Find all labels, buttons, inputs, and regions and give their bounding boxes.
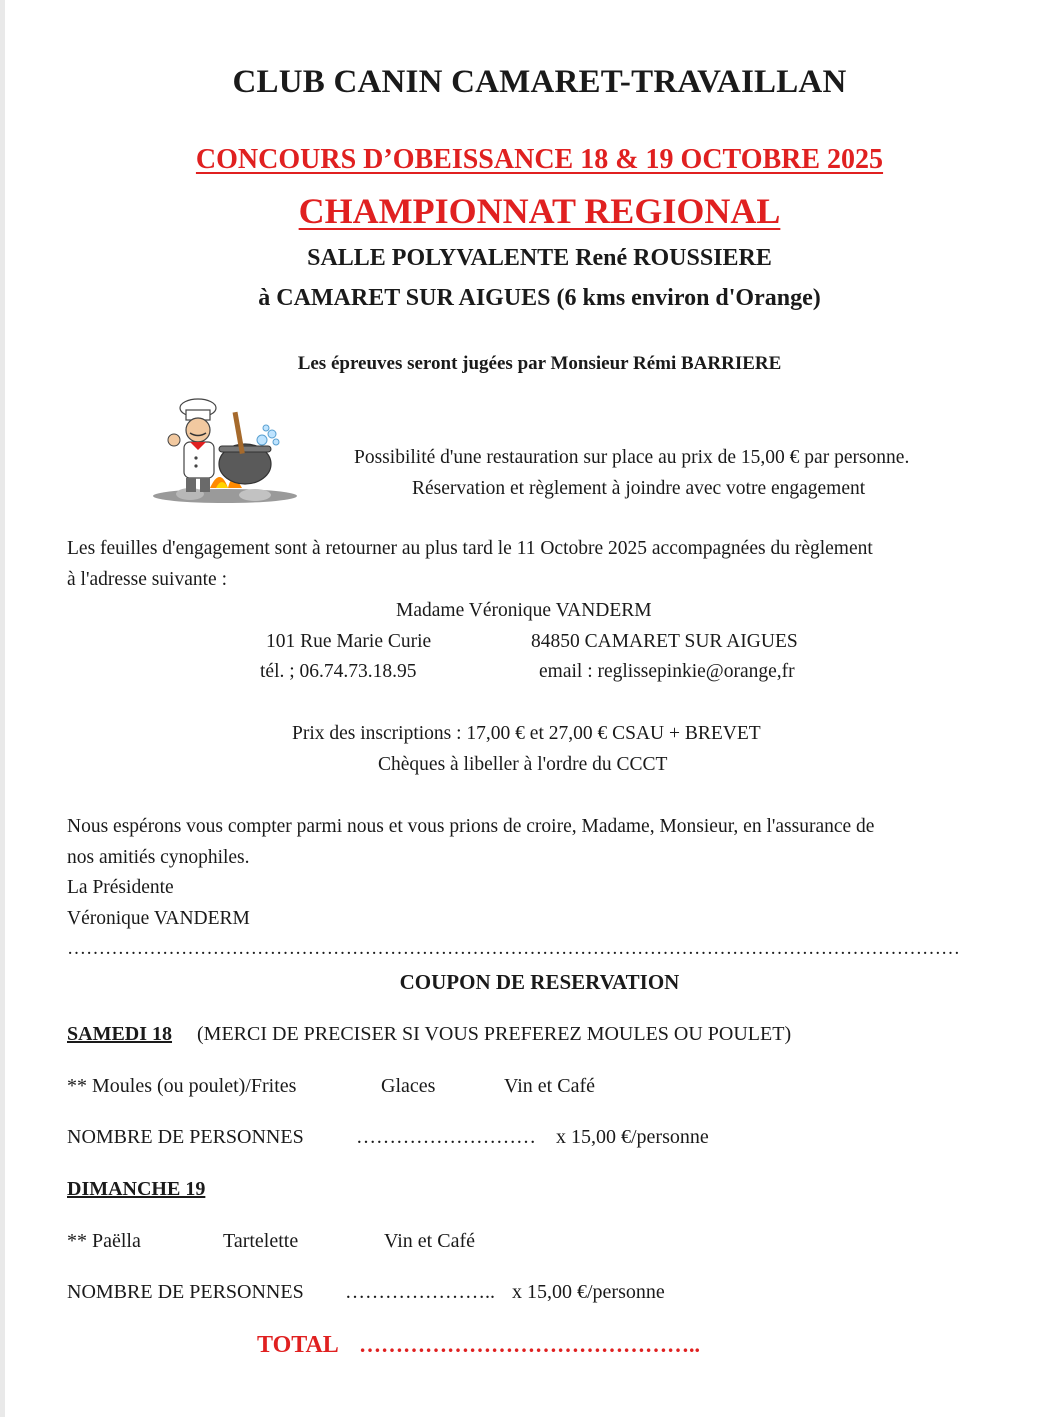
judge-line: Les épreuves seront jugées par Monsieur Rémi BARRIERE: [297, 353, 782, 374]
samedi-menu-dessert: Glaces: [381, 1075, 436, 1097]
club-title: CLUB CANIN CAMARET-TRAVAILLAN: [232, 64, 847, 100]
address-name: Madame Véronique VANDERM: [396, 600, 652, 621]
closing-signature: Véronique VANDERM: [67, 908, 250, 929]
coupon-title: COUPON DE RESERVATION: [399, 970, 680, 994]
inscriptions-price: Prix des inscriptions : 17,00 € et 27,00 € CSAU + BREVET: [292, 723, 761, 744]
samedi-menu-drinks: Vin et Café: [504, 1075, 595, 1097]
dimanche-price: x 15,00 €/personne: [512, 1281, 665, 1303]
dimanche-day: DIMANCHE 19: [67, 1178, 206, 1200]
total-field[interactable]: ………………………………………..: [359, 1332, 700, 1357]
address-email: email : reglissepinkie@orange,fr: [539, 661, 795, 682]
dimanche-menu-main: ** Paëlla: [67, 1230, 141, 1252]
closing-line-1: Nous espérons vous compter parmi nous et vous prions de croire, Madame, Monsieur, en l'assurance de: [67, 816, 875, 837]
samedi-price: x 15,00 €/personne: [556, 1126, 709, 1148]
venue-line-2: à CAMARET SUR AIGUES (6 kms environ d'Orange): [258, 285, 821, 311]
closing-line-2: nos amitiés cynophiles.: [67, 847, 250, 868]
total-label: TOTAL: [257, 1332, 339, 1358]
dimanche-persons-label: NOMBRE DE PERSONNES: [67, 1281, 304, 1303]
samedi-persons-field[interactable]: ………………………: [356, 1126, 536, 1148]
samedi-menu-main: ** Moules (ou poulet)/Frites: [67, 1075, 297, 1097]
address-phone: tél. ; 06.74.73.18.95: [260, 661, 417, 682]
restauration-line-1: Possibilité d'une restauration sur place au prix de 15,00 € par personne.: [354, 447, 910, 468]
chef-cooking-pot-icon: [150, 396, 300, 508]
address-street: 101 Rue Marie Curie: [266, 631, 432, 652]
samedi-note: (MERCI DE PRECISER SI VOUS PREFEREZ MOULES OU POULET): [197, 1023, 792, 1045]
venue-line-1: SALLE POLYVALENTE René ROUSSIERE: [307, 245, 772, 271]
restauration-line-2: Réservation et règlement à joindre avec votre engagement: [412, 478, 866, 499]
dimanche-menu-drinks: Vin et Café: [384, 1230, 475, 1252]
dimanche-persons-field[interactable]: …………………..: [345, 1281, 495, 1303]
closing-role: La Présidente: [67, 877, 174, 898]
concours-title: CONCOURS D’OBEISSANCE 18 & 19 OCTOBRE 2025: [195, 144, 884, 175]
dimanche-menu-dessert: Tartelette: [223, 1230, 299, 1252]
inscriptions-cheques: Chèques à libeller à l'ordre du CCCT: [378, 754, 668, 775]
engagement-line-1: Les feuilles d'engagement sont à retourner au plus tard le 11 Octobre 2025 accompagnées du règlement: [67, 538, 873, 559]
cut-separator: ……………………………………………………………………………………………………………………………: [67, 938, 960, 959]
samedi-persons-label: NOMBRE DE PERSONNES: [67, 1126, 304, 1148]
championnat-title: CHAMPIONNAT REGIONAL: [298, 191, 781, 231]
samedi-day: SAMEDI 18: [67, 1023, 173, 1045]
page-left-edge: [0, 0, 5, 1417]
engagement-line-2: à l'adresse suivante :: [67, 569, 227, 590]
address-city: 84850 CAMARET SUR AIGUES: [531, 631, 798, 652]
